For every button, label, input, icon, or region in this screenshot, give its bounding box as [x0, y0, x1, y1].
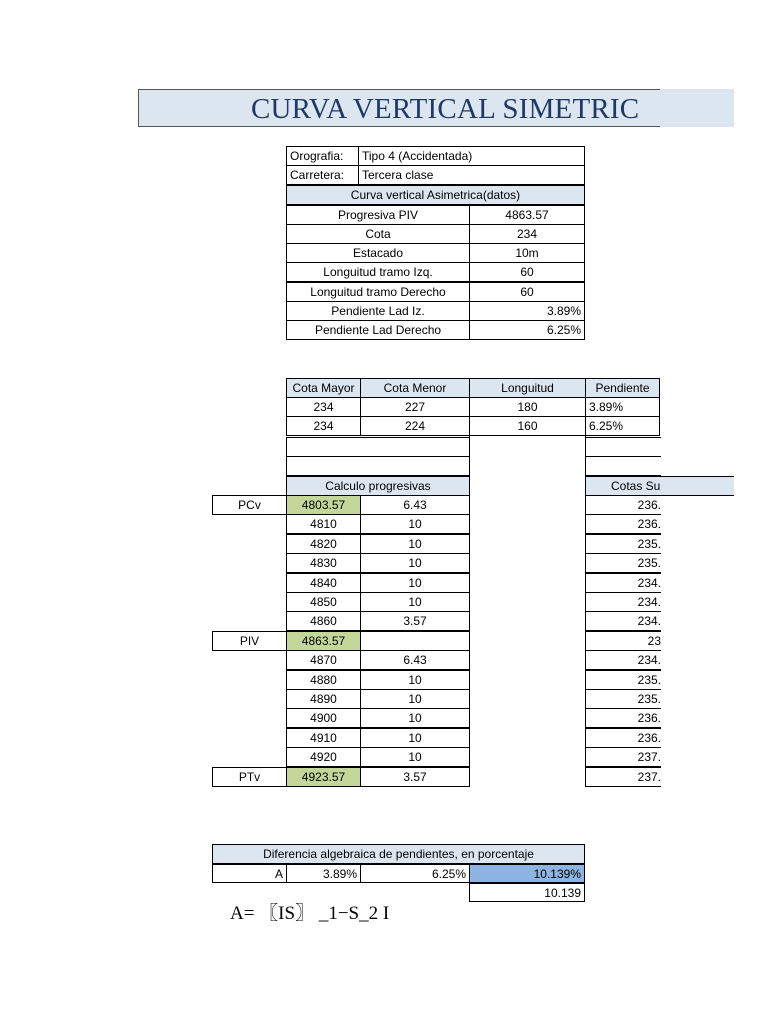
- cota-cell[interactable]: 235.: [585, 670, 661, 690]
- cota-cell[interactable]: 236.: [585, 708, 661, 728]
- progresiva-cell[interactable]: 4830: [286, 553, 361, 573]
- progresiva-cell[interactable]: 4923.57: [286, 767, 361, 787]
- datos-section-title: Curva vertical Asimetrica(datos): [286, 185, 585, 205]
- progresiva-cell[interactable]: 4920: [286, 747, 361, 767]
- progresiva-cell[interactable]: 4840: [286, 573, 361, 593]
- cota-cell[interactable]: 236.: [585, 514, 661, 534]
- progresiva-cell[interactable]: 4803.57: [286, 495, 361, 515]
- cota-cell[interactable]: 234.: [585, 611, 661, 631]
- progresiva-cell[interactable]: 4900: [286, 708, 361, 728]
- info-label: Longuitud tramo Derecho: [286, 282, 470, 302]
- info-label: Progresiva PIV: [286, 205, 470, 225]
- info-label: Longuitud tramo Izq.: [286, 262, 470, 282]
- progresiva-cell[interactable]: 4880: [286, 670, 361, 690]
- slopes-cell[interactable]: 234: [286, 397, 361, 417]
- orografia-value[interactable]: Tipo 4 (Accidentada): [358, 146, 585, 166]
- distance-cell[interactable]: 10: [360, 553, 470, 573]
- diferencia-label: A: [212, 864, 287, 883]
- empty-row[interactable]: [286, 437, 470, 457]
- progresiva-cell[interactable]: 4850: [286, 592, 361, 612]
- progresiva-cell[interactable]: 4870: [286, 650, 361, 670]
- distance-cell[interactable]: 10: [360, 514, 470, 534]
- distance-cell[interactable]: 10: [360, 689, 470, 709]
- distance-cell[interactable]: 3.57: [360, 611, 470, 631]
- title-banner-tail: [660, 89, 734, 127]
- diferencia-s2[interactable]: 6.25%: [360, 864, 470, 883]
- progresiva-cell[interactable]: 4820: [286, 534, 361, 554]
- orografia-label: Orografia:: [286, 146, 359, 166]
- cota-cell[interactable]: 235.: [585, 689, 661, 709]
- distance-cell[interactable]: 10: [360, 728, 470, 748]
- slopes-cell[interactable]: 227: [360, 397, 470, 417]
- title-banner: [138, 89, 734, 127]
- distance-cell[interactable]: 10: [360, 670, 470, 690]
- diferencia-result[interactable]: 10.139: [469, 883, 585, 902]
- progresiva-cell[interactable]: 4860: [286, 611, 361, 631]
- diferencia-header: Diferencia algebraica de pendientes, en porcentaje: [212, 844, 585, 864]
- slopes-header: Cota Menor: [360, 378, 470, 398]
- progresiva-cell[interactable]: 4863.57: [286, 631, 361, 651]
- slopes-header: Cota Mayor: [286, 378, 361, 398]
- info-value[interactable]: 4863.57: [469, 205, 585, 225]
- info-label: Pendiente Lad Iz.: [286, 301, 470, 321]
- slopes-cell[interactable]: 234: [286, 416, 361, 436]
- info-value[interactable]: 10m: [469, 243, 585, 263]
- carretera-value[interactable]: Tercera clase: [358, 165, 585, 185]
- cota-cell[interactable]: 236.: [585, 728, 661, 748]
- info-label: Cota: [286, 224, 470, 244]
- slopes-cell[interactable]: 6.25%: [585, 416, 660, 436]
- slopes-cell[interactable]: 160: [469, 416, 586, 436]
- diferencia-result-pct[interactable]: 10.139%: [469, 864, 585, 883]
- progresiva-cell[interactable]: 4910: [286, 728, 361, 748]
- distance-cell[interactable]: 10: [360, 573, 470, 593]
- cotas-header: Cotas Su: [585, 476, 734, 496]
- empty-row[interactable]: [585, 456, 661, 476]
- progresiva-cell[interactable]: 4890: [286, 689, 361, 709]
- distance-cell[interactable]: [360, 631, 470, 651]
- cota-cell[interactable]: 235.: [585, 553, 661, 573]
- cota-cell[interactable]: 237.: [585, 767, 661, 787]
- slopes-header: Pendiente: [585, 378, 660, 398]
- carretera-label: Carretera:: [286, 165, 359, 185]
- empty-row[interactable]: [286, 456, 470, 476]
- distance-cell[interactable]: 6.43: [360, 650, 470, 670]
- point-label: PCv: [212, 495, 287, 515]
- slopes-cell[interactable]: 224: [360, 416, 470, 436]
- point-label: PTv: [212, 767, 287, 787]
- slopes-cell[interactable]: 180: [469, 397, 586, 417]
- cota-cell[interactable]: 237.: [585, 747, 661, 767]
- slopes-header: Longuitud: [469, 378, 586, 398]
- slopes-cell[interactable]: 3.89%: [585, 397, 660, 417]
- formula-text: A= 〖IS〗 _1−S_2 I: [230, 903, 390, 924]
- distance-cell[interactable]: 10: [360, 708, 470, 728]
- info-value[interactable]: 3.89%: [469, 301, 585, 321]
- cota-cell[interactable]: 234.: [585, 592, 661, 612]
- distance-cell[interactable]: 6.43: [360, 495, 470, 515]
- empty-row[interactable]: [585, 437, 661, 457]
- point-label: PIV: [212, 631, 287, 651]
- info-value[interactable]: 60: [469, 262, 585, 282]
- diferencia-s1[interactable]: 3.89%: [286, 864, 361, 883]
- distance-cell[interactable]: 3.57: [360, 767, 470, 787]
- progresivas-header: Calculo progresivas: [286, 476, 470, 496]
- cota-cell[interactable]: 234.: [585, 573, 661, 593]
- info-label: Estacado: [286, 243, 470, 263]
- page-title: CURVA VERTICAL SIMETRIC: [251, 93, 640, 125]
- cota-cell[interactable]: 236.: [585, 495, 661, 515]
- info-value[interactable]: 60: [469, 282, 585, 302]
- info-label: Pendiente Lad Derecho: [286, 320, 470, 340]
- distance-cell[interactable]: 10: [360, 747, 470, 767]
- info-value[interactable]: 234: [469, 224, 585, 244]
- cota-cell[interactable]: 23: [585, 631, 661, 651]
- distance-cell[interactable]: 10: [360, 592, 470, 612]
- distance-cell[interactable]: 10: [360, 534, 470, 554]
- cota-cell[interactable]: 235.: [585, 534, 661, 554]
- progresiva-cell[interactable]: 4810: [286, 514, 361, 534]
- cota-cell[interactable]: 234.: [585, 650, 661, 670]
- info-value[interactable]: 6.25%: [469, 320, 585, 340]
